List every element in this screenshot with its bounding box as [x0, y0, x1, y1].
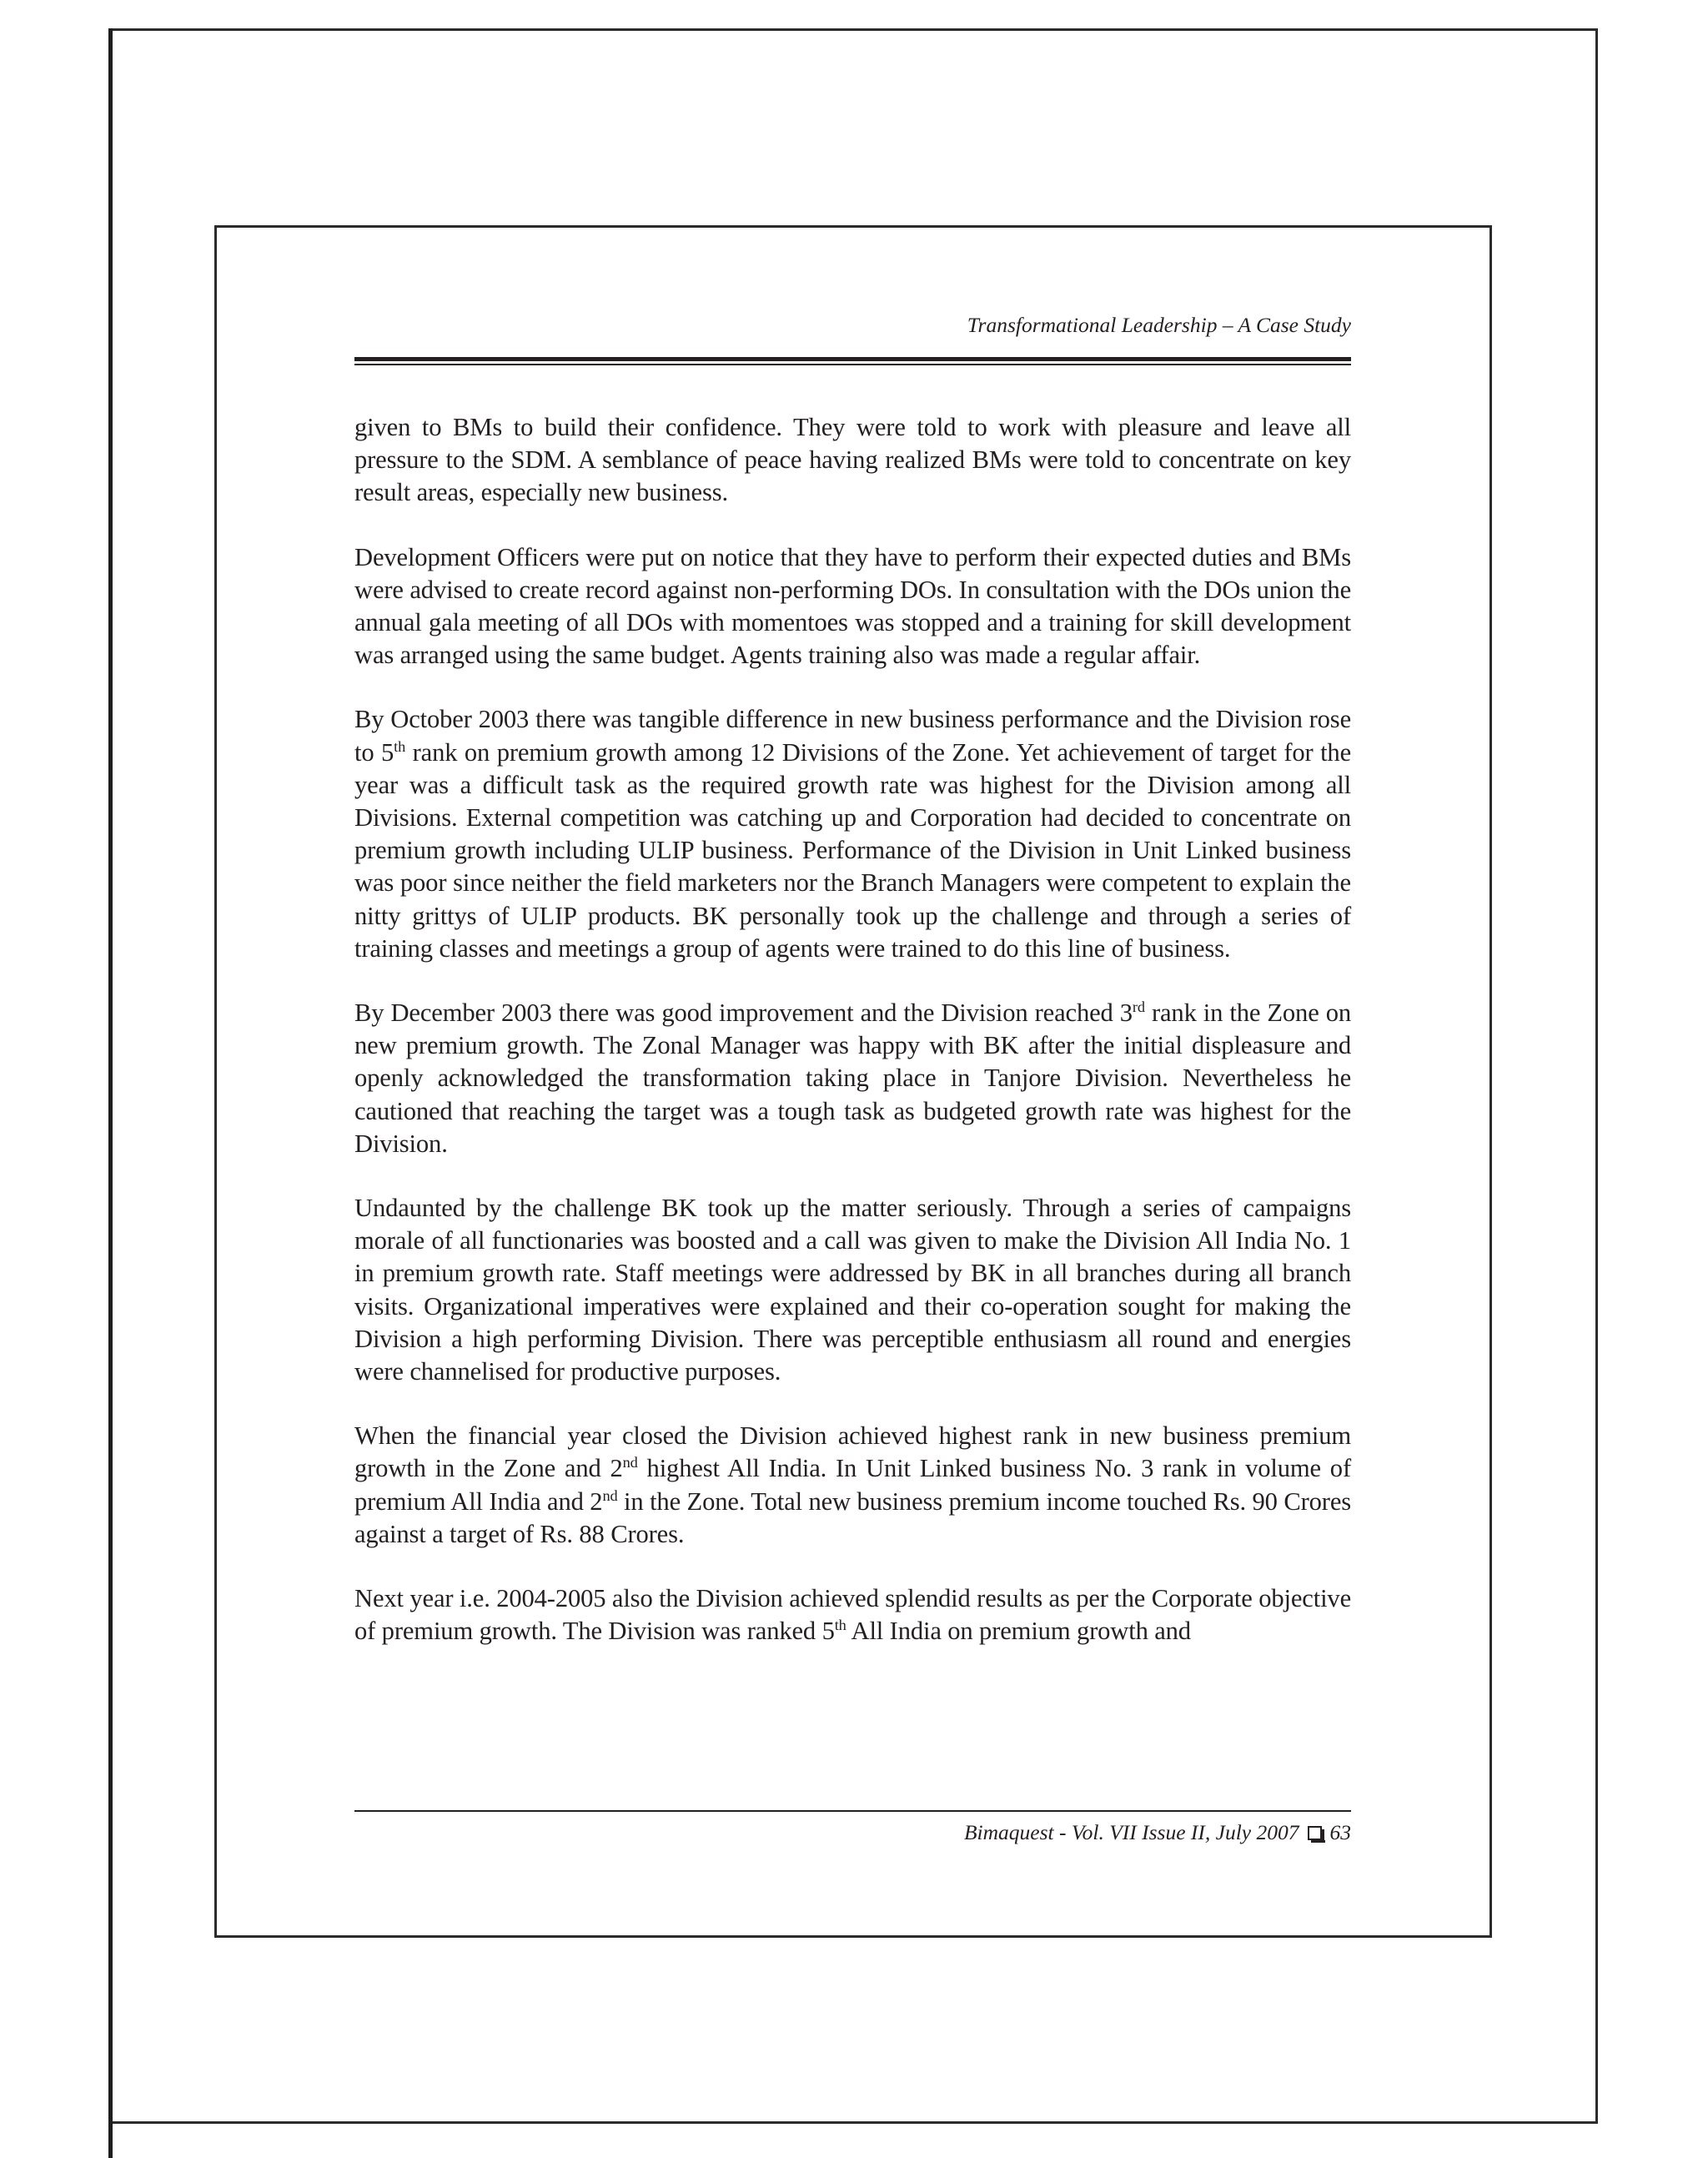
paragraph-4: By December 2003 there was good improvement and the Division reached 3rd rank in the Zone on new premium growth. The Zonal Manager was happy with BK after the initial displeasure and openly acknowledged the transformation taking place in Tanjore Division. Nevertheless he cautioned that reaching the target was a tough task as budgeted growth rate was highest for the Division.	[354, 999, 1351, 1158]
paragraph-6: When the financial year closed the Division achieved highest rank in new business premium growth in the Zone and 2nd highest All India. In Unit Linked business No. 3 rank in volume of premium All India and 2nd in the Zone. Total new business premium income touched Rs. 90 Crores against a target of Rs. 88 Crores.	[354, 1421, 1352, 1548]
header-rule-thick	[354, 357, 1351, 361]
page-footer	[354, 1818, 1351, 1847]
page-number: 63	[1329, 1820, 1351, 1844]
paragraph-1: given to BMs to build their confidence. They were told to work with pleasure and leave all pressure to the SDM. A semblance of peace having realized BMs were told to concentrate on key result areas, especially new business.	[354, 413, 1351, 507]
ordinal-suffix: th	[834, 1617, 846, 1634]
header-rule-thin	[354, 364, 1351, 365]
running-header: Transformational Leadership – A Case Study	[967, 313, 1351, 337]
paragraph-7: Next year i.e. 2004-2005 also the Division achieved splendid results as per the Corporate objective of premium growth. The Division was ranked 5th All India on premium growth and	[354, 1584, 1351, 1646]
scan-left-rule	[108, 28, 113, 2158]
ordinal-suffix: nd	[602, 1486, 618, 1504]
paragraph-5: Undaunted by the challenge BK took up the matter seriously. Through a series of campaigns morale of all functionaries was boosted and a call was given to make the Division All India No. 1 in premium growth rate. Staff meetings were addressed by BK in all branches during all branch visits. Organizational imperatives were explained and their co-operation sought for making the Division a high performing Division. There was perceptible enthusiasm all round and energies were channelised for productive purposes.	[354, 1194, 1351, 1386]
article-body	[354, 411, 1351, 1648]
footer-rule	[354, 1810, 1351, 1812]
ordinal-suffix: nd	[622, 1454, 638, 1471]
paragraph-3: By October 2003 there was tangible difference in new business performance and the Division rose to 5th rank on premium growth among 12 Divisions of the Zone. Yet achievement of target for the year was a difficult task as the required growth rate was highest for the Division among all Divisions. External competition was catching up and Corporation had decided to concentrate on premium growth including ULIP business. Performance of the Division in Unit Linked business was poor since neither the field marketers nor the Branch Managers were competent to explain the nitty grittys of ULIP products. BK personally took up the challenge and through a series of training classes and meetings a group of agents were trained to do this line of business.	[354, 705, 1351, 963]
ordinal-suffix: th	[394, 737, 406, 755]
hollow-square-icon	[1308, 1826, 1322, 1840]
ordinal-suffix: rd	[1132, 999, 1145, 1016]
journal-citation: Bimaquest - Vol. VII Issue II, July 2007	[963, 1820, 1299, 1844]
paragraph-2: Development Officers were put on notice that they have to perform their expected duties and BMs were advised to create record against non-performing DOs. In consultation with the DOs union the annual gala meeting of all DOs with momentoes was stopped and a training for skill development was arranged using the same budget. Agents training also was made a regular affair.	[354, 542, 1351, 670]
